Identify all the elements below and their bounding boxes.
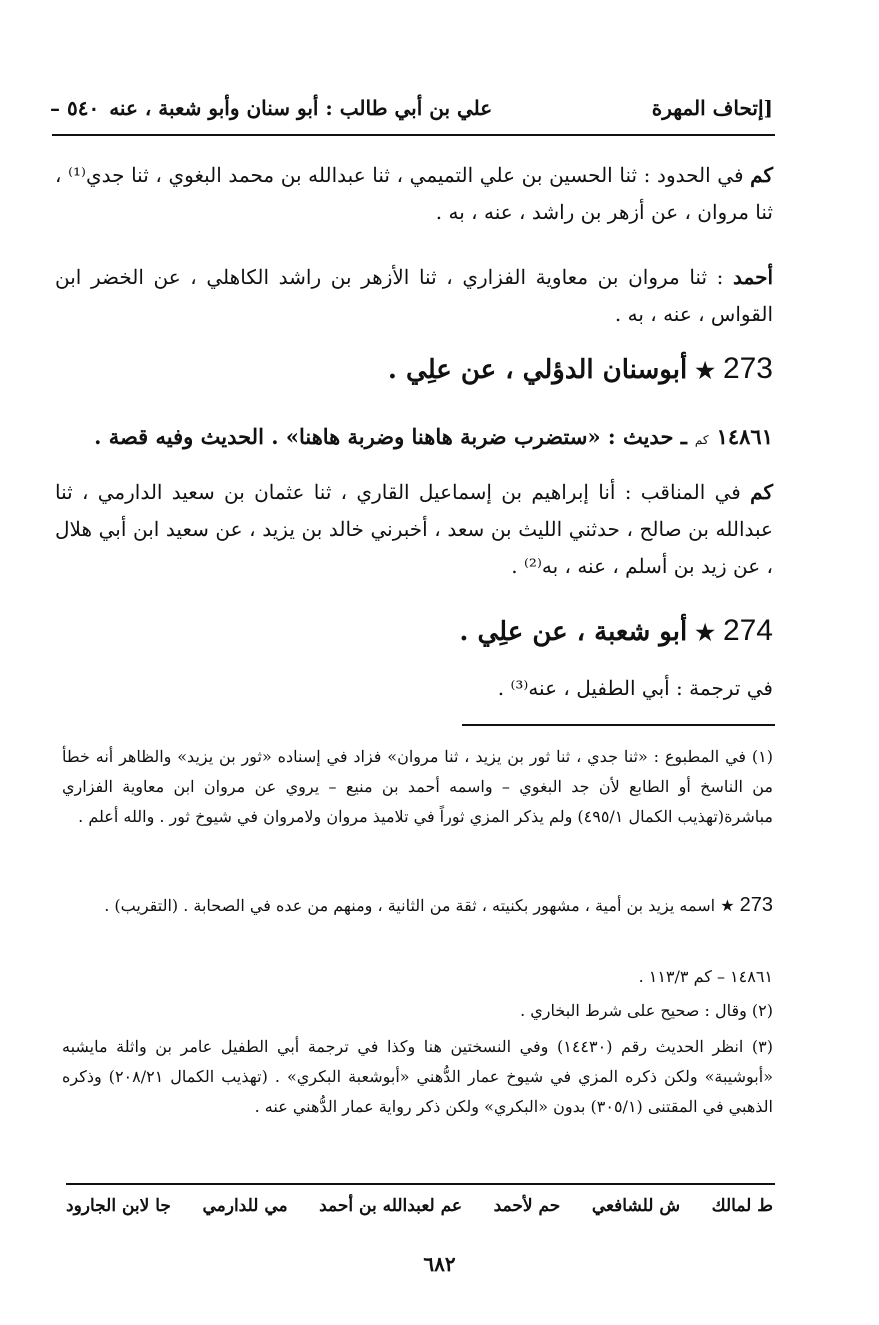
- footnote-text: (١) في المطبوع : «ثنا جدي ، ثنا ثور بن يزيد ، ثنا مروان» فزاد في إسناده «ثور بن يزيد» والظاهر أنه خطأ من الناسخ أو الطابع لأن جد البغوي – واسمه أحمد بن منيع – يروي عن مروان ابن معاوية الفزاري مباشرة(تهذيب الكمال ٤٩٥/١) ولم يذكر المزي ثوراً في تلاميذ مروان ولامروان في شيوخ ثور . والله أعلم .: [62, 747, 773, 826]
- abbrev-item: مي للدارمي: [202, 1196, 288, 1216]
- star-icon: ★: [695, 358, 715, 384]
- header-rule: [52, 134, 775, 136]
- section-heading-273: [388, 352, 773, 386]
- abbrev-item: حم لأحمد: [493, 1196, 561, 1216]
- paragraph-1: [55, 157, 773, 231]
- source-symbol: كم: [750, 480, 773, 504]
- footnote-rule: [462, 724, 775, 726]
- section-number: 274: [722, 614, 773, 647]
- footnote-text: ١٤٨٦١ – كم ١١٣/٣ .: [638, 967, 773, 986]
- section-number: 273: [722, 352, 773, 385]
- source-name: أحمد: [733, 265, 774, 289]
- header-title: علي بن أبي طالب : أبو سنان وأبو شعبة ، عنه: [109, 96, 493, 120]
- paragraph-2: [55, 259, 773, 333]
- star-icon: ★: [720, 896, 735, 915]
- section-title: أبوسنان الدؤلي ، عن علِي .: [387, 355, 688, 385]
- footnote-text: (٣) انظر الحديث رقم (١٤٤٣٠) وفي النسختين هنا وكذا في ترجمة أبي الطفيل عامر بن واثلة مايشبه «أبوشيبة» ولكن ذكره المزي في شيوخ عمار الدُّهني «أبوشعبة البكري» . (تهذيب الكمال ٢٠٨/٢١) وذكره الذهبي في المقتنى (٣٠٥/١) بدون «البكري» ولكن ذكر رواية عمار الدُّهني عنه .: [62, 1037, 773, 1116]
- footnote-2: [62, 996, 773, 1026]
- paragraph-text: في الحدود : ثنا الحسين بن علي التميمي ، ثنا عبدالله بن محمد البغوي ، ثنا جدي⁽¹⁾ ، ثنا مروان ، عن أزهر بن راشد ، عنه ، به .: [55, 163, 773, 224]
- footnote-1: [62, 742, 773, 832]
- hadith-text: ـ حديث : «ستضرب ضربة هاهنا وضربة هاهنا» . الحديث وفيه قصة .: [94, 424, 687, 449]
- abbrev-item: عم لعبدالله بن أحمد: [319, 1196, 463, 1216]
- hadith-source-symbol: كم: [694, 433, 709, 447]
- header-page-ref: ٥٤٠ –: [50, 96, 100, 120]
- abbreviation-key: [66, 1196, 773, 1216]
- section-title: أبو شعبة ، عن علِي .: [459, 617, 688, 647]
- footnote-text: اسمه يزيد بن أمية ، مشهور بكنيته ، ثقة من الثانية ، ومنهم من عده في الصحابة . (التقريب) .: [104, 896, 716, 915]
- star-icon: ★: [695, 620, 715, 646]
- running-header: [50, 91, 773, 125]
- header-title-group: [50, 96, 492, 120]
- source-symbol: كم: [750, 163, 774, 187]
- footnote-273: [62, 890, 773, 921]
- footnote-3: [62, 1032, 773, 1122]
- paragraph-text: : ثنا مروان بن معاوية الفزاري ، ثنا الأزهر بن راشد الكاهلي ، عن الخضر ابن القواس ، عنه ، به .: [55, 265, 773, 326]
- abbrev-item: جا لابن الجارود: [66, 1196, 171, 1216]
- paragraph-3: [55, 474, 773, 585]
- abbrev-item: ش للشافعي: [591, 1196, 681, 1216]
- footnote-hadith: [62, 962, 773, 992]
- footnote-number: 273: [739, 894, 773, 916]
- header-book-title: [إتحاف المهرة: [651, 96, 773, 120]
- paragraph-text: في ترجمة : أبي الطفيل ، عنه⁽³⁾ .: [497, 676, 773, 700]
- section-heading-274: [459, 614, 773, 648]
- abbrev-rule: [66, 1183, 775, 1185]
- footnote-text: (٢) وقال : صحيح على شرط البخاري .: [520, 1001, 773, 1020]
- paragraph-text: في المناقب : أنا إبراهيم بن إسماعيل القاري ، ثنا عثمان بن سعيد الدارمي ، ثنا عبدالله بن صالح ، حدثني الليث بن سعد ، أخبرني خالد بن يزيد ، عن سعيد ابن أبي هلال ، عن زيد بن أسلم ، عنه ، به⁽²⁾ .: [55, 480, 773, 578]
- hadith-number: ١٤٨٦١: [716, 424, 773, 449]
- abbrev-item: ط لمالك: [711, 1196, 773, 1216]
- page-number: ٦٨٢: [423, 1252, 456, 1276]
- hadith-entry: [55, 424, 773, 449]
- paragraph-4: [55, 670, 773, 707]
